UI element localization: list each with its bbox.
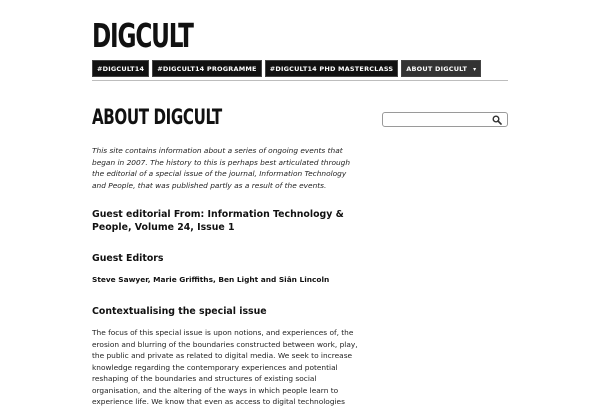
nav-divider	[92, 80, 508, 81]
nav-item-about-digcult[interactable]	[401, 60, 481, 77]
search-icon[interactable]	[492, 115, 502, 125]
editorial-title: Guest editorial From: Information Technology & People, Volume 24, Issue 1	[92, 209, 344, 233]
section-body: The focus of this special issue is upon notions, and experiences of, the erosion and blurring of the boundaries constructed between work, play, the public and private as related to digital media. We seek to increase knowledge regarding the contemporary experiences and potential reshaping of the boundaries and structures of existing social organisation, and the altering of the ways in which people learn to experience life. We know that even as access to digital technologies	[92, 328, 358, 406]
nav-item-label: ABOUT DIGCULT	[406, 65, 468, 73]
main-nav	[92, 60, 481, 77]
intro-text: This site contains information about a series of ongoing events that began in 2007. The history to this is perhaps best articulated through the editorial of a special issue of the journal, Information Technology and People, that was published partly as a result of the events.	[92, 146, 351, 190]
chevron-down-icon: ▾	[473, 66, 477, 73]
nav-item-label: #DIGCULT14 PROGRAMME	[157, 65, 257, 73]
page-title: ABOUT DIGCULT	[92, 105, 222, 129]
site-title[interactable]: DIGCULT	[92, 16, 193, 55]
section-heading: Contextualising the special issue	[92, 306, 267, 317]
nav-item-phd-masterclass[interactable]	[265, 60, 399, 77]
nav-item-label: #DIGCULT14 PHD MASTERCLASS	[269, 65, 394, 73]
search-input[interactable]	[386, 114, 486, 125]
nav-item-programme[interactable]	[152, 60, 262, 77]
nav-item-digcult14[interactable]	[92, 60, 149, 77]
search-box	[382, 112, 508, 127]
guest-editors-list: Steve Sawyer, Marie Griffiths, Ben Light and Siân Lincoln	[92, 275, 330, 284]
nav-item-label: #DIGCULT14	[97, 65, 145, 73]
guest-editors-heading: Guest Editors	[92, 253, 164, 264]
